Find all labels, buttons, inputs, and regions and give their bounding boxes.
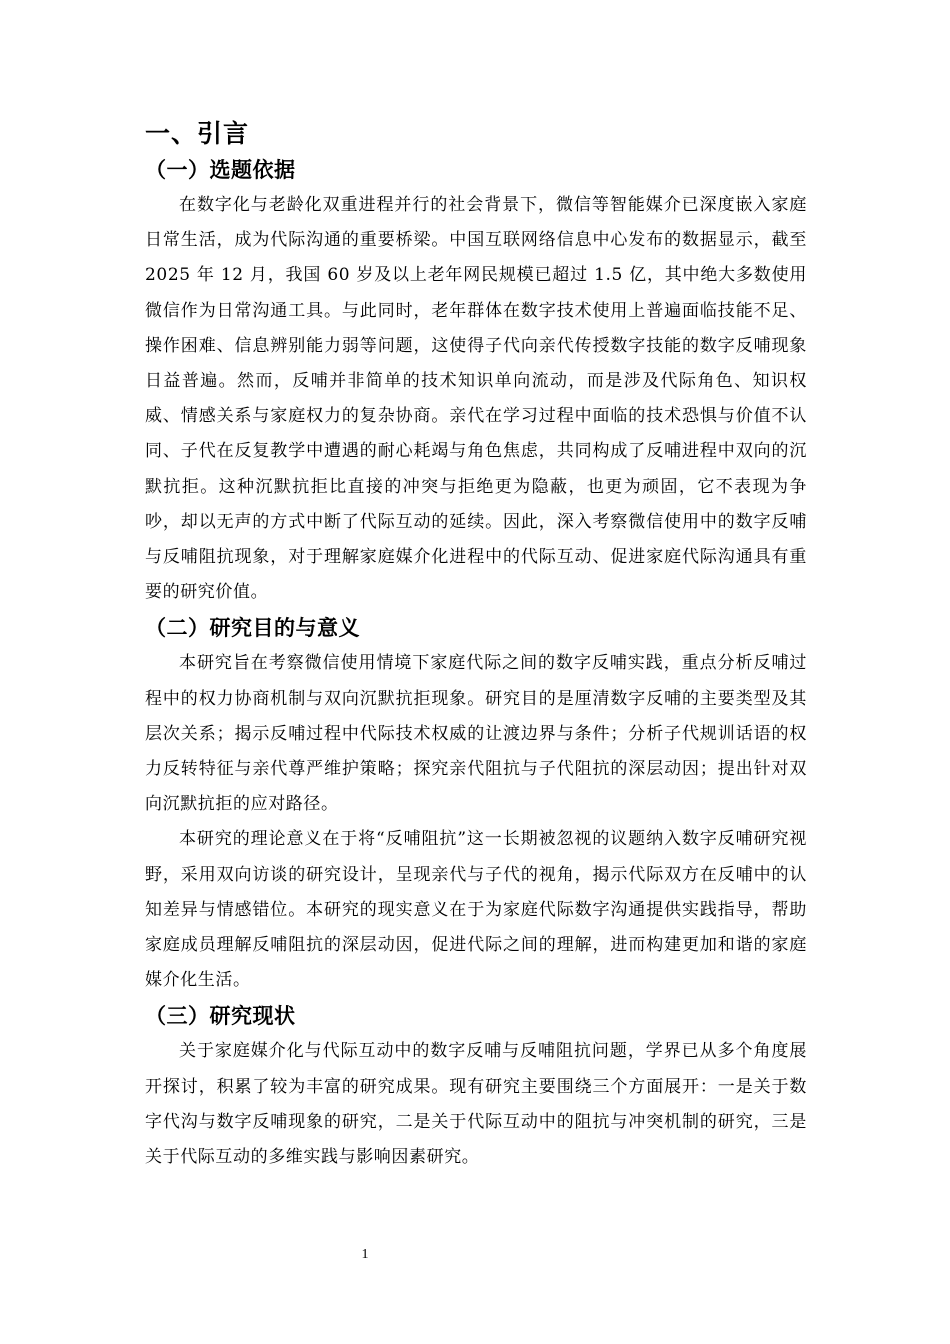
paragraph: 本研究的理论意义在于将“反哺阻抗”这一长期被忽视的议题纳入数字反哺研究视野，采用双向访谈的研究设计，呈现亲代与子代的视角，揭示代际双方在反哺中的认知差异与情感错位。本研究的现实意义在于为家庭代际数字沟通提供实践指导，帮助家庭成员理解反哺阻抗的深层动因，促进代际之间的理解，进而构建更加和谐的家庭媒介化生活。 — [145, 829, 807, 991]
subsection-title-purpose: （二）研究目的与意义 — [145, 616, 360, 641]
subsection-title-status: （三）研究现状 — [145, 1004, 296, 1029]
section-title: 一、引言 — [145, 119, 250, 148]
paragraph: 本研究旨在考察微信使用情境下家庭代际之间的数字反哺实践，重点分析反哺过程中的权力协商机制与双向沉默抗拒现象。研究目的是厘清数字反哺的主要类型及其层次关系；揭示反哺过程中代际技术权威的让渡边界与条件；分析子代规训话语的权力反转特征与亲代尊严维护策略；探究亲代阻抗与子代阻抗的深层动因；提出针对双向沉默抗拒的应对路径。 — [145, 653, 807, 815]
page-number: 1 — [361, 1247, 369, 1262]
paragraph: 在数字化与老龄化双重进程并行的社会背景下，微信等智能媒介已深度嵌入家庭日常生活，成为代际沟通的重要桥梁。中国互联网络信息中心发布的数据显示，截至 2025 年 12 月，我国 60 岁及以上老年网民规模已超过 1.5 亿，其中绝大多数使用微信作为日常沟通工具。与此同时，老年群体在数字技术使用上普遍面临技能不足、操作困难、信息辨别能力弱等问题，这使得子代向亲代传授数字技能的数字反哺现象日益普遍。然而，反哺并非简单的技术知识单向流动，而是涉及代际角色、知识权威、情感关系与家庭权力的复杂协商。亲代在学习过程中面临的技术恐惧与价值不认同、子代在反复教学中遭遇的耐心耗竭与角色焦虑，共同构成了反哺进程中双向的沉默抗拒。这种沉默抗拒比直接的冲突与拒绝更为隐蔽，也更为顽固，它不表现为争吵，却以无声的方式中断了代际互动的延续。因此，深入考察微信使用中的数字反哺与反哺阻抗现象，对于理解家庭媒介化进程中的代际互动、促进家庭代际沟通具有重要的研究价值。 — [145, 195, 807, 603]
document-body — [145, 116, 807, 1175]
subsection-title-basis: （一）选题依据 — [145, 158, 296, 182]
paragraph: 关于家庭媒介化与代际互动中的数字反哺与反哺阻抗问题，学界已从多个角度展开探讨，积累了较为丰富的研究成果。现有研究主要围绕三个方面展开：一是关于数字代沟与数字反哺现象的研究，二是关于代际互动中的阻抗与冲突机制的研究，三是关于代际互动的多维实践与影响因素研究。 — [145, 1041, 807, 1168]
